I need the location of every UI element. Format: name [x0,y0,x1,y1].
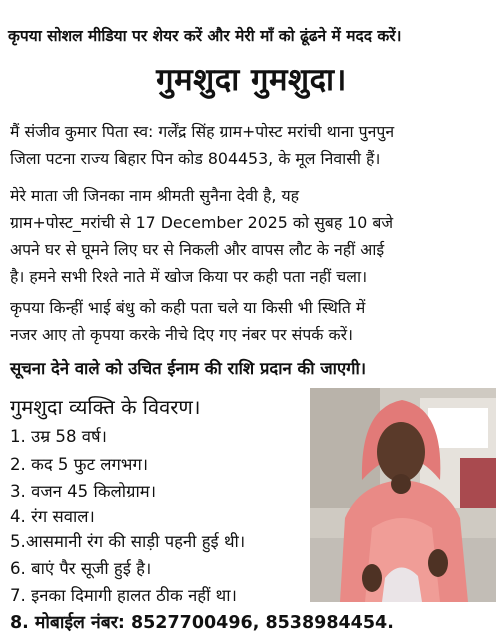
para1-line-2: जिला पटना राज्य बिहार पिन कोड 804453, के मूल निवासी हैं। [10,149,381,168]
headline: गुमशुदा गुमशुदा। [156,62,347,98]
detail-weight: 3. वजन 45 किलोग्राम। [10,482,156,501]
detail-mental-state: 7. इनका दिमागी हालत ठीक नहीं था। [10,586,237,605]
detail-height: 2. कद 5 फुट लगभग। [10,455,149,474]
para1-line-1: मैं संजीव कुमार पिता स्व: गर्लेंद्र सिंह ग्राम+पोस्ट मरांची थाना पुनपुन [10,122,395,141]
detail-clothing: 5.आसमानी रंग की साड़ी पहनी हुई थी। [10,532,246,551]
missing-person-photo [310,388,496,602]
para3-line-1: कृपया किन्हीं भाई बंधु को कही पता चले या किसी भी स्थिति में [10,298,366,317]
reward-notice: सूचना देने वाले को उचित ईनाम की राशि प्रदान की जाएगी। [10,359,367,378]
detail-leg: 6. बाएं पैर सूजी हुई है। [10,559,152,578]
detail-complexion: 4. रंग सवाल। [10,507,95,526]
para3-line-2: नजर आए तो कृपया करके नीचे दिए गए नंबर पर संपर्क करें। [10,325,354,344]
mobile-numbers: 8. मोबाईल नंबर: 8527700496, 8538984454. [10,613,394,633]
top-appeal: कृपया सोशल मीडिया पर शेयर करें और मेरी माँ को ढूंढने में मदद करें। [8,27,402,45]
details-title: गुमशुदा व्यक्ति के विवरण। [10,395,201,419]
para2-line-3: अपने घर से घूमने लिए घर से निकली और वापस लौट के नहीं आई [10,240,385,259]
para2-line-4: है। हमने सभी रिश्ते नाते में खोज किया पर कही पता नहीं चला। [10,267,368,286]
para2-line-1: मेरे माता जी जिनका नाम श्रीमती सुनैना देवी है, यह [10,186,299,205]
para2-line-2: ग्राम+पोस्ट_मरांची से 17 December 2025 को सुबह 10 बजे [10,213,394,232]
detail-age: 1. उम्र 58 वर्ष। [10,427,107,446]
